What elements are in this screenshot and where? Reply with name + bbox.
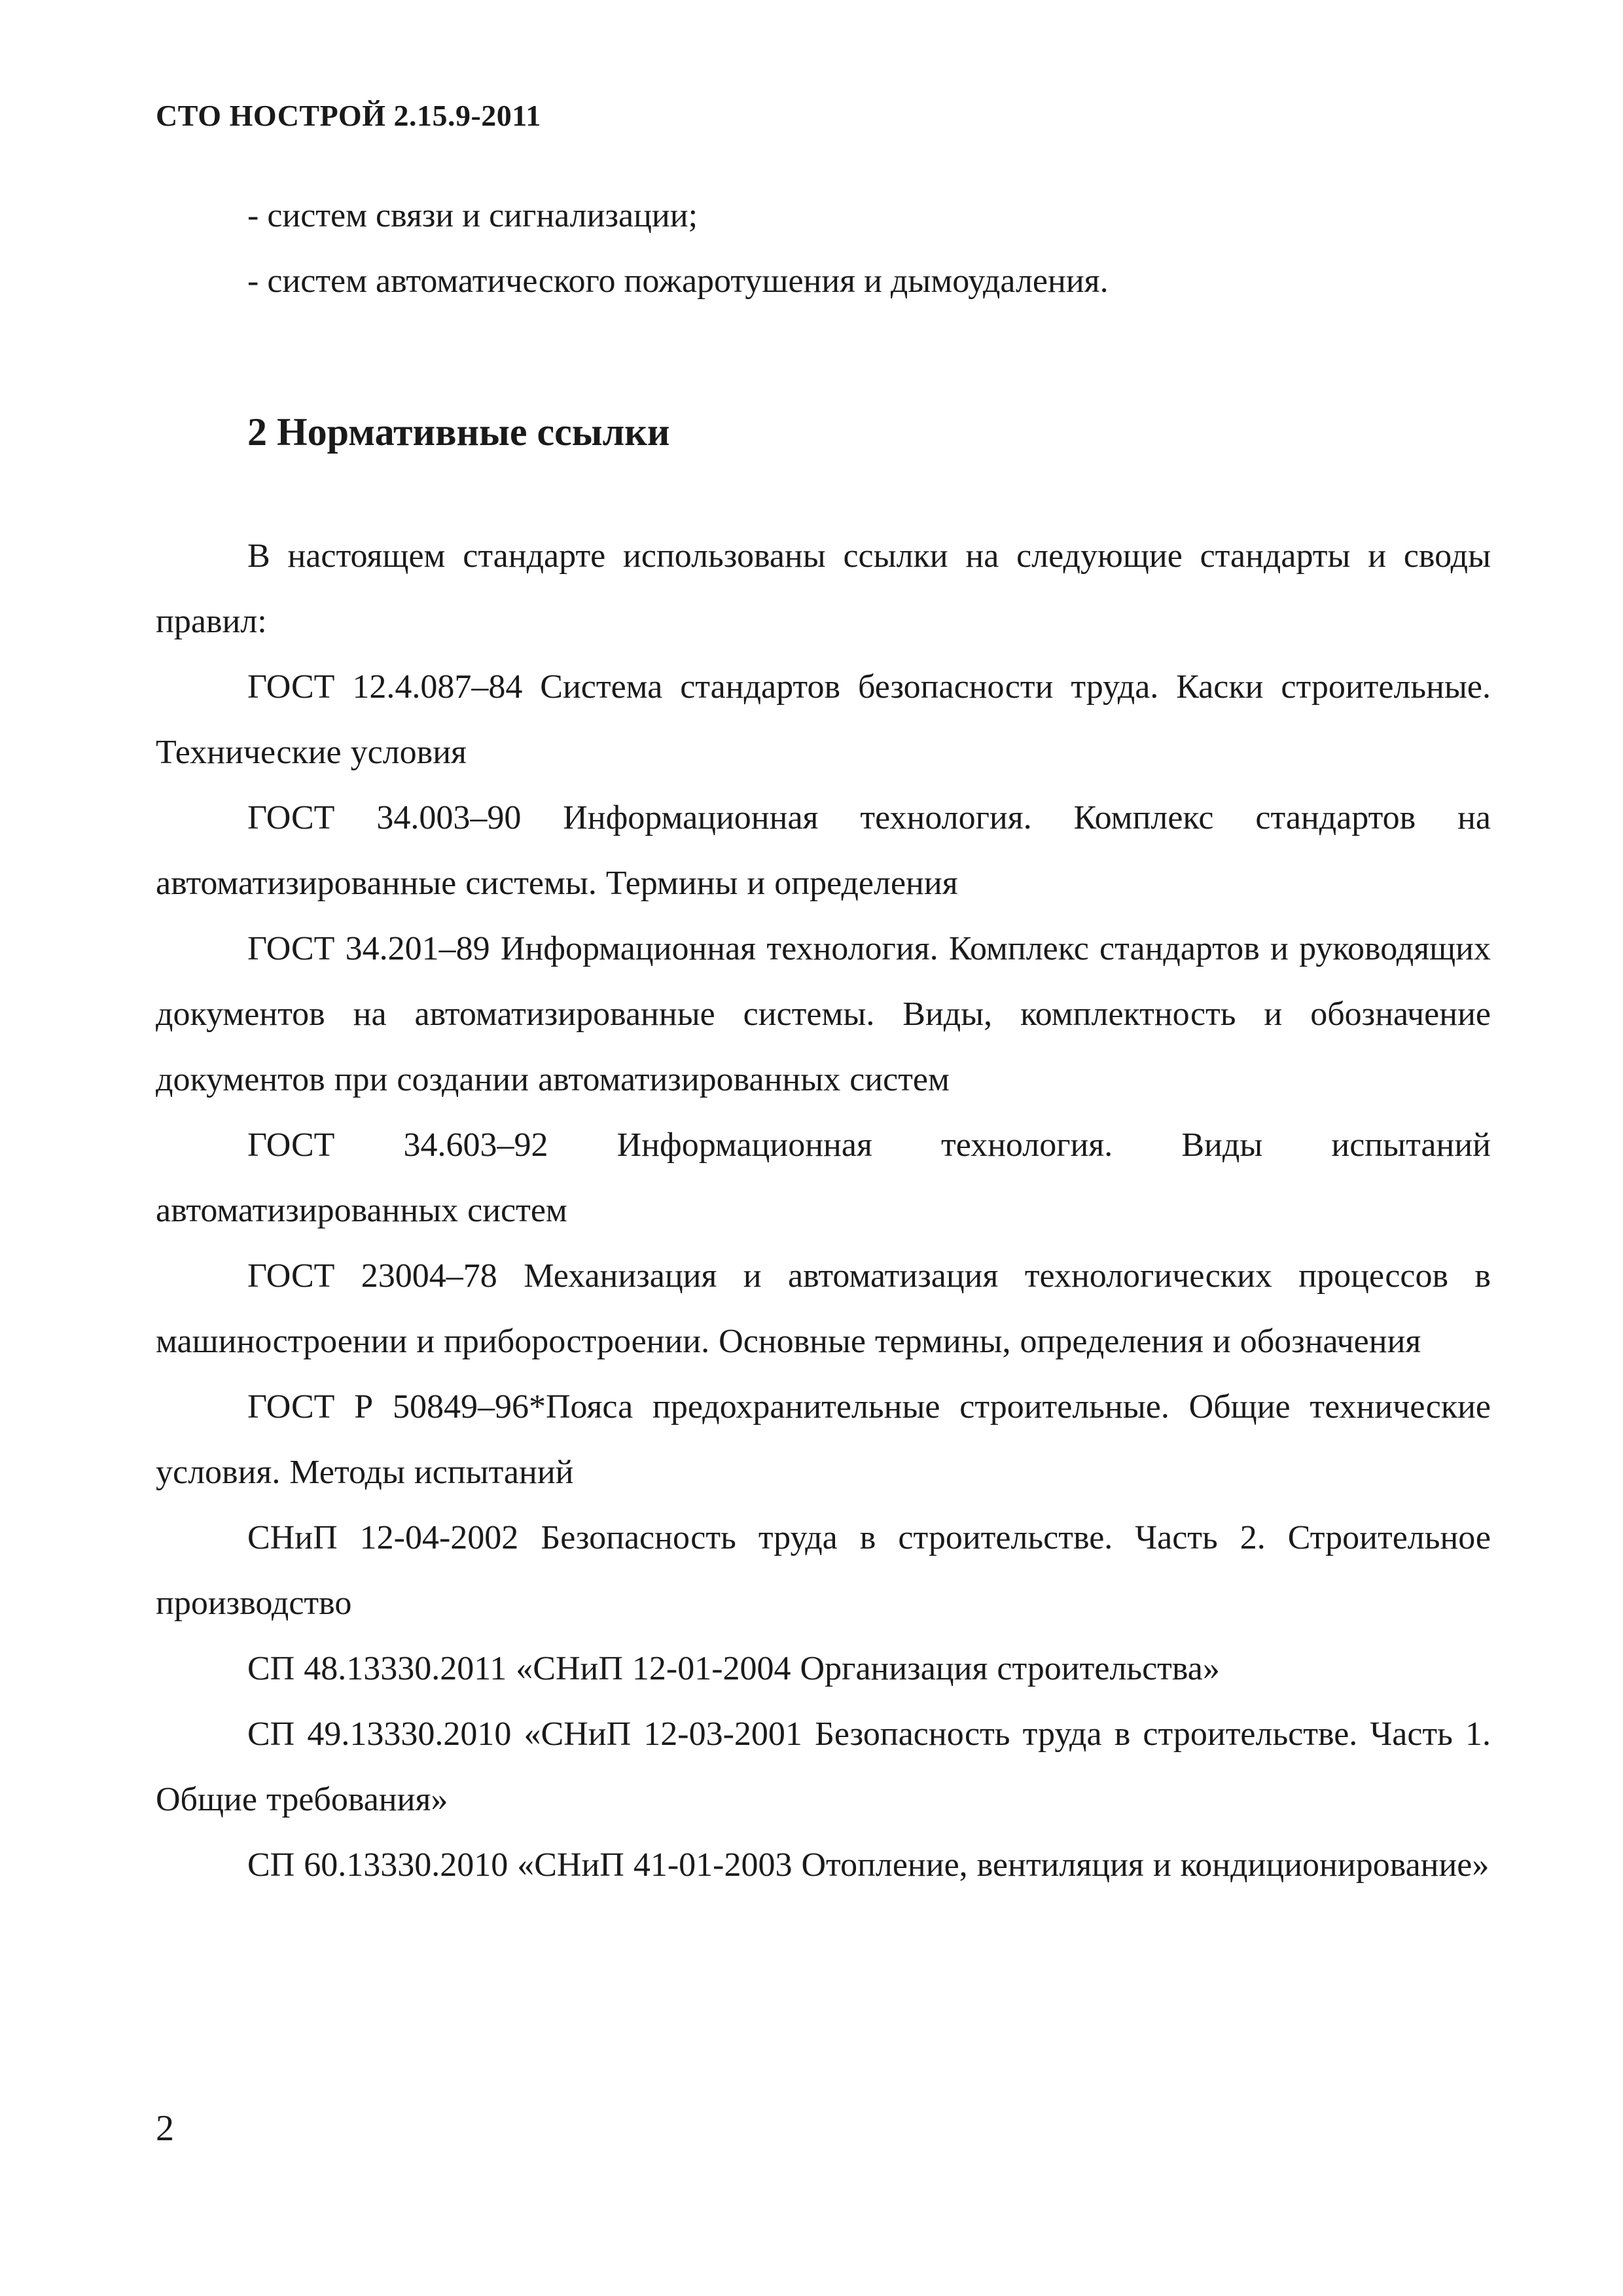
system-list: [247, 183, 1491, 314]
section-body: [156, 524, 1491, 1898]
page-number: 2: [156, 2108, 174, 2149]
reference-item: ГОСТ Р 50849–96*Пояса предохранительные строительные. Общие технические условия. Методы испытаний: [156, 1388, 1491, 1491]
reference-item: ГОСТ 34.003–90 Информационная технология. Комплекс стандартов на автоматизированные системы. Термины и определения: [156, 799, 1491, 902]
section-intro-paragraph: В настоящем стандарте использованы ссылки на следующие стандарты и своды правил:: [156, 537, 1491, 640]
reference-item: ГОСТ 23004–78 Механизация и автоматизация технологических процессов в машиностроении и приборостроении. Основные термины, определения и обозначения: [156, 1257, 1491, 1360]
reference-item: СП 49.13330.2010 «СНиП 12-03-2001 Безопасность труда в строительстве. Часть 1. Общие требования»: [156, 1715, 1491, 1818]
reference-item: СП 48.13330.2011 «СНиП 12-01-2004 Организация строительства»: [247, 1650, 1220, 1687]
reference-item: ГОСТ 34.201–89 Информационная технология. Комплекс стандартов и руководящих документов на автоматизированные системы. Виды, комплектность и обозначение документов при создании автоматизированных систем: [156, 930, 1491, 1098]
reference-item: ГОСТ 12.4.087–84 Система стандартов безопасности труда. Каски строительные. Технические условия: [156, 668, 1491, 771]
reference-item: СНиП 12-04-2002 Безопасность труда в строительстве. Часть 2. Строительное производство: [156, 1519, 1491, 1622]
document-code-header: СТО НОСТРОЙ 2.15.9-2011: [156, 99, 541, 132]
list-item: - систем связи и сигнализации;: [247, 197, 698, 234]
reference-item: ГОСТ 34.603–92 Информационная технология. Виды испытаний автоматизированных систем: [156, 1126, 1491, 1229]
list-item: - систем автоматического пожаротушения и дымоудаления.: [247, 262, 1109, 300]
section-title: 2 Нормативные ссылки: [247, 410, 670, 454]
reference-item: СП 60.13330.2010 «СНиП 41-01-2003 Отопление, вентиляция и кондиционирование»: [247, 1846, 1489, 1884]
